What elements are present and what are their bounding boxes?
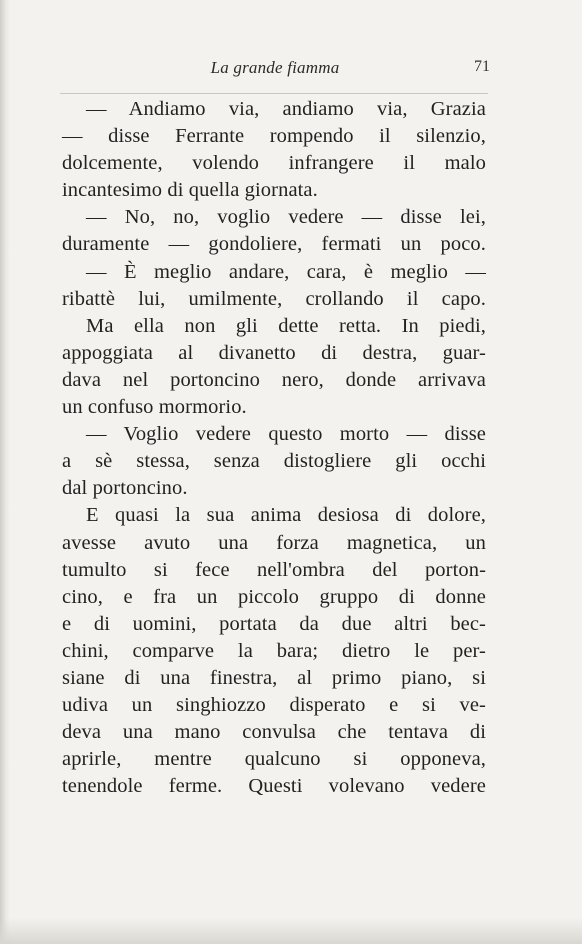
body-text [62,96,486,800]
text-line: udiva un singhiozzo disperato e si ve- [62,694,486,717]
text-line: E quasi la sua anima desiosa di dolore, [86,504,486,527]
text-line: dal portoncino. [62,477,188,500]
text-line: Ma ella non gli dette retta. In piedi, [86,314,486,337]
text-line: un confuso mormorio. [62,396,247,419]
header-rule [60,93,488,94]
text-line: aprirle, mentre qualcuno si opponeva, [62,748,486,771]
text-line: siane di una finestra, al primo piano, si [62,666,486,689]
text-line: incantesimo di quella giornata. [62,179,318,202]
page-bottom-edge [0,918,582,944]
text-line: cino, e fra un piccolo gruppo di donne [62,585,486,608]
text-line: — Voglio vedere questo morto — disse [86,423,486,446]
text-line: deva una mano convulsa che tentava di [62,721,486,744]
text-line: dava nel portoncino nero, donde arrivava [62,368,486,391]
text-line: dolcemente, volendo infrangere il malo [62,152,486,175]
text-line: appoggiata al divanetto di destra, guar- [62,341,486,364]
text-line: — disse Ferrante rompendo il silenzio, [62,125,486,148]
text-line: — È meglio andare, cara, è meglio — [86,260,486,283]
running-title: La grande fiamma [210,58,340,77]
text-line: a sè stessa, senza distogliere gli occhi [62,450,486,473]
text-line: tenendole ferme. Questi volevano vedere [62,775,486,798]
page-header [60,54,490,84]
text-line: avesse avuto una forza magnetica, un [62,531,486,554]
text-line: — Andiamo via, andiamo via, Grazia [86,98,486,120]
text-line: duramente — gondoliere, fermati un poco. [62,233,486,256]
text-line: — No, no, voglio vedere — disse lei, [86,206,486,229]
text-line: tumulto si fece nell'ombra del porton- [62,558,486,581]
page-left-edge [0,0,10,944]
page-number: 71 [474,58,490,75]
text-line: chini, comparve la bara; dietro le per- [62,639,486,662]
text-line: e di uomini, portata da due altri bec- [62,612,486,635]
text-line: ribattè lui, umilmente, crollando il capo. [62,287,486,310]
